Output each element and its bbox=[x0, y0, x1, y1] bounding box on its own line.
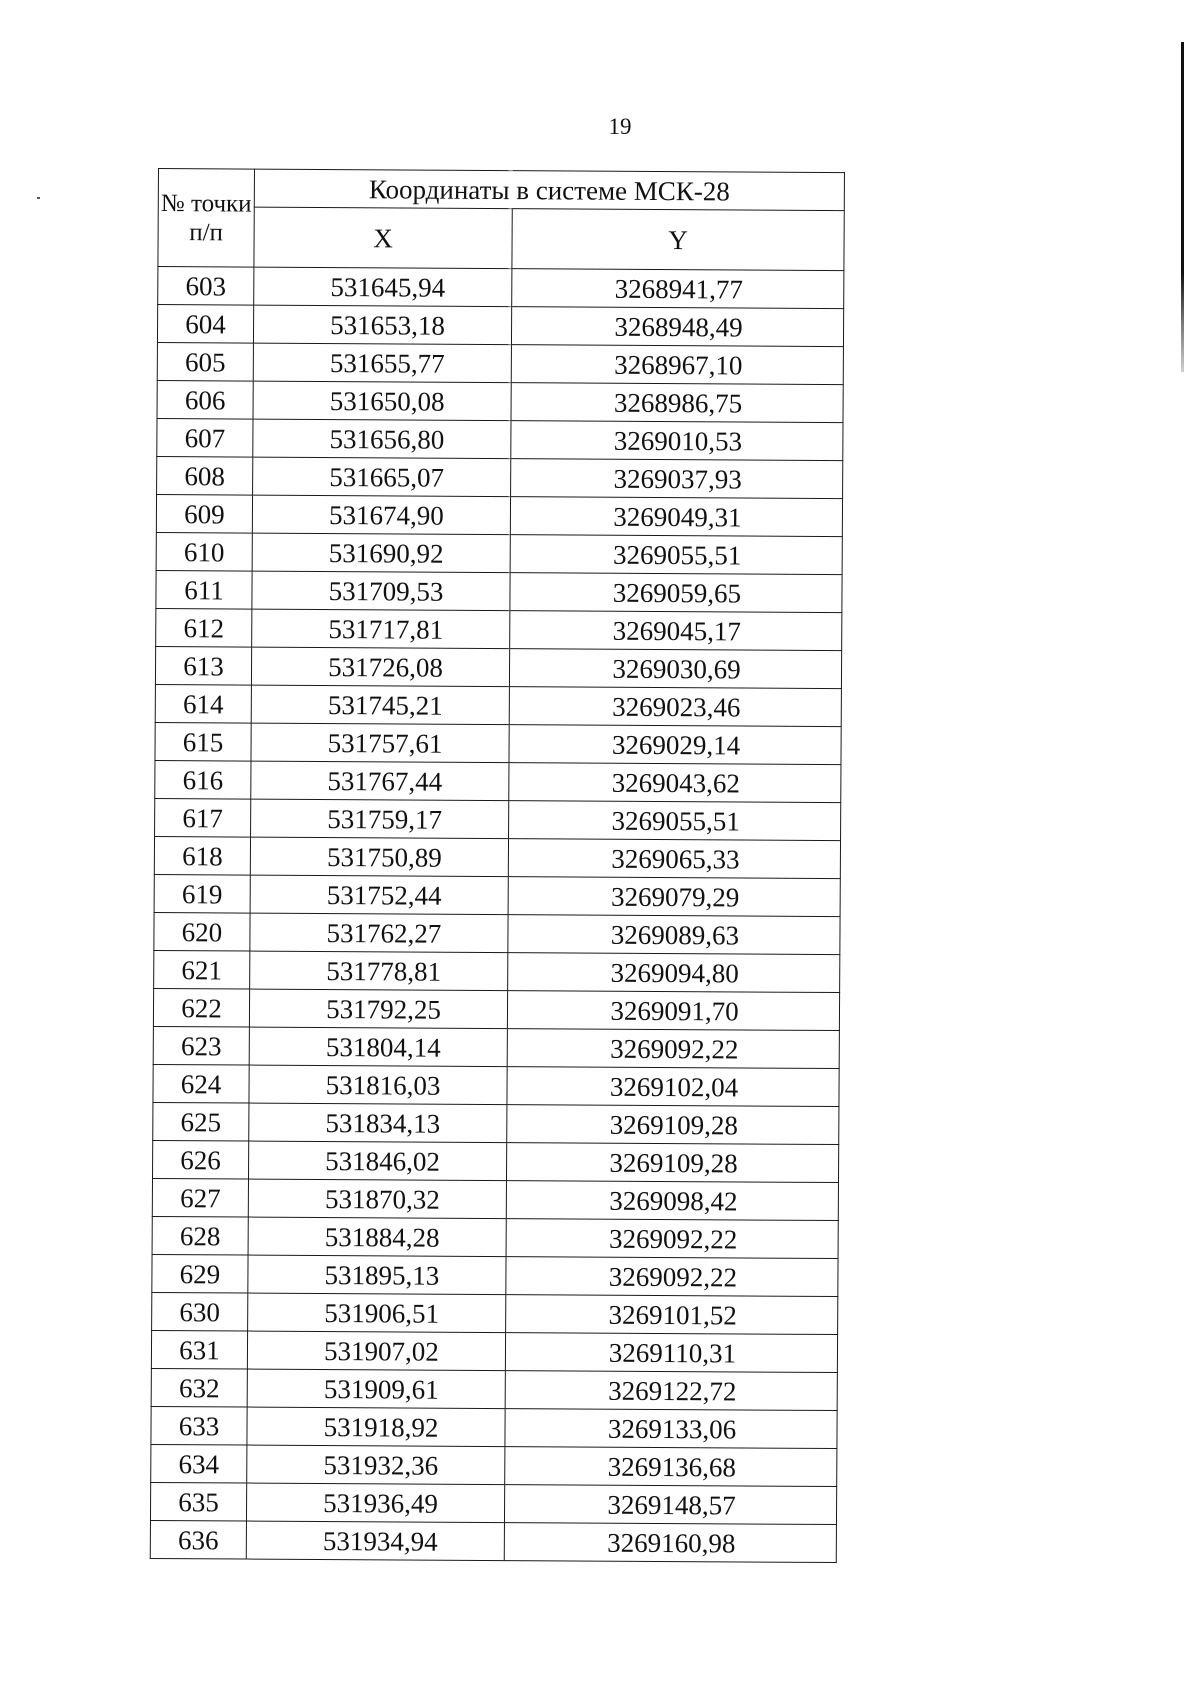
table-row bbox=[155, 722, 841, 764]
y-coordinate-cell: 3269059,65 bbox=[510, 573, 842, 613]
x-coordinate-cell: 531834,13 bbox=[249, 1103, 507, 1143]
y-coordinate-cell: 3269092,22 bbox=[506, 1257, 838, 1297]
header-row-1 bbox=[158, 169, 844, 211]
x-coordinate-cell: 531656,80 bbox=[253, 419, 511, 459]
header-row-2 bbox=[158, 207, 844, 271]
y-coordinate-cell: 3269030,69 bbox=[509, 649, 841, 689]
table-row bbox=[153, 1064, 839, 1106]
x-coordinate-cell: 531932,36 bbox=[247, 1445, 505, 1485]
x-coordinate-cell: 531762,27 bbox=[250, 913, 508, 953]
point-number-cell: 629 bbox=[152, 1254, 248, 1293]
x-coordinate-cell: 531665,07 bbox=[253, 457, 511, 497]
x-coordinate-cell: 531934,94 bbox=[246, 1521, 504, 1561]
table-body bbox=[150, 267, 844, 1563]
x-coordinate-cell: 531895,13 bbox=[248, 1255, 506, 1295]
table-row bbox=[153, 1140, 839, 1182]
x-coordinate-cell: 531906,51 bbox=[248, 1293, 506, 1333]
table-row bbox=[157, 380, 843, 422]
x-coordinate-cell: 531645,94 bbox=[254, 267, 512, 307]
table-row bbox=[155, 798, 841, 840]
y-coordinate-cell: 3269045,17 bbox=[510, 611, 842, 651]
table-row bbox=[157, 305, 843, 347]
point-number-cell: 621 bbox=[154, 950, 250, 989]
x-coordinate-cell: 531846,02 bbox=[249, 1141, 507, 1181]
point-number-header: № точки п/п bbox=[158, 169, 255, 268]
table-row bbox=[151, 1406, 837, 1448]
table-row bbox=[157, 418, 843, 460]
point-number-cell: 618 bbox=[154, 836, 250, 875]
table-row bbox=[155, 684, 841, 726]
table-row bbox=[157, 342, 843, 384]
point-number-cell: 615 bbox=[155, 722, 251, 761]
point-number-cell: 636 bbox=[150, 1520, 246, 1559]
table-row bbox=[158, 267, 844, 309]
x-coordinate-cell: 531653,18 bbox=[253, 305, 511, 345]
x-coordinate-cell: 531650,08 bbox=[253, 381, 511, 421]
x-coordinate-cell: 531804,14 bbox=[249, 1027, 507, 1067]
y-coordinate-cell: 3269133,06 bbox=[505, 1409, 837, 1449]
y-coordinate-cell: 3269110,31 bbox=[505, 1333, 837, 1373]
y-coordinate-cell: 3269055,51 bbox=[510, 535, 842, 575]
table-row bbox=[150, 1520, 836, 1562]
y-coordinate-cell: 3268941,77 bbox=[512, 269, 844, 309]
point-number-cell: 607 bbox=[157, 418, 253, 457]
x-coordinate-cell: 531750,89 bbox=[250, 837, 508, 877]
y-coordinate-cell: 3268986,75 bbox=[511, 383, 843, 423]
point-number-cell: 613 bbox=[155, 646, 251, 685]
point-number-cell: 634 bbox=[151, 1444, 247, 1483]
point-number-cell: 625 bbox=[153, 1102, 249, 1141]
table-row bbox=[154, 950, 840, 992]
table-header bbox=[158, 169, 845, 271]
y-coordinate-cell: 3268948,49 bbox=[511, 307, 843, 347]
table-row bbox=[156, 532, 842, 574]
y-coordinate-cell: 3269023,46 bbox=[509, 687, 841, 727]
y-coordinate-cell: 3269037,93 bbox=[511, 459, 843, 499]
point-number-cell: 624 bbox=[153, 1064, 249, 1103]
point-number-cell: 633 bbox=[151, 1406, 247, 1445]
x-coordinate-cell: 531717,81 bbox=[252, 609, 510, 649]
x-coordinate-cell: 531767,44 bbox=[251, 761, 509, 801]
y-coordinate-cell: 3269148,57 bbox=[504, 1485, 836, 1525]
point-number-cell: 609 bbox=[156, 494, 252, 533]
table-row bbox=[152, 1292, 838, 1334]
table-row bbox=[153, 1102, 839, 1144]
coordinates-group-header: Координаты в системе МСК-28 bbox=[254, 169, 844, 211]
y-coordinate-cell: 3269101,52 bbox=[506, 1295, 838, 1335]
x-column-header: X bbox=[254, 207, 512, 269]
point-number-cell: 611 bbox=[156, 570, 252, 609]
x-coordinate-cell: 531726,08 bbox=[251, 647, 509, 687]
y-coordinate-cell: 3269092,22 bbox=[507, 1029, 839, 1069]
table-row bbox=[153, 988, 839, 1030]
y-coordinate-cell: 3269109,28 bbox=[507, 1105, 839, 1145]
table-row bbox=[156, 494, 842, 536]
point-number-cell: 616 bbox=[155, 760, 251, 799]
point-number-cell: 626 bbox=[153, 1140, 249, 1179]
x-coordinate-cell: 531759,17 bbox=[251, 799, 509, 839]
x-coordinate-cell: 531936,49 bbox=[246, 1483, 504, 1523]
point-number-cell: 605 bbox=[157, 342, 253, 381]
scan-edge-line bbox=[1181, 42, 1184, 372]
y-coordinate-cell: 3269094,80 bbox=[508, 953, 840, 993]
table-row bbox=[151, 1368, 837, 1410]
x-coordinate-cell: 531690,92 bbox=[252, 533, 510, 573]
y-coordinate-cell: 3268967,10 bbox=[511, 345, 843, 385]
y-coordinate-cell: 3269136,68 bbox=[505, 1447, 837, 1487]
point-number-cell: 630 bbox=[152, 1292, 248, 1331]
y-coordinate-cell: 3269043,62 bbox=[509, 763, 841, 803]
point-number-cell: 620 bbox=[154, 912, 250, 951]
y-column-header: Y bbox=[512, 209, 844, 271]
table-row bbox=[157, 456, 843, 498]
y-coordinate-cell: 3269160,98 bbox=[504, 1523, 836, 1563]
table-row bbox=[152, 1216, 838, 1258]
y-coordinate-cell: 3269055,51 bbox=[509, 801, 841, 841]
table-row bbox=[154, 836, 840, 878]
point-number-cell: 608 bbox=[157, 456, 253, 495]
table-row bbox=[151, 1444, 837, 1486]
x-coordinate-cell: 531655,77 bbox=[253, 343, 511, 383]
y-coordinate-cell: 3269098,42 bbox=[506, 1181, 838, 1221]
y-coordinate-cell: 3269010,53 bbox=[511, 421, 843, 461]
point-number-cell: 631 bbox=[151, 1330, 247, 1369]
table-row bbox=[154, 874, 840, 916]
y-coordinate-cell: 3269079,29 bbox=[508, 877, 840, 917]
table-row bbox=[155, 646, 841, 688]
x-coordinate-cell: 531709,53 bbox=[252, 571, 510, 611]
point-number-cell: 623 bbox=[153, 1026, 249, 1065]
x-coordinate-cell: 531870,32 bbox=[248, 1179, 506, 1219]
table-row bbox=[152, 1254, 838, 1296]
y-coordinate-cell: 3269065,33 bbox=[508, 839, 840, 879]
table-row bbox=[156, 570, 842, 612]
point-number-cell: 619 bbox=[154, 874, 250, 913]
x-coordinate-cell: 531778,81 bbox=[250, 951, 508, 991]
page-number: 19 bbox=[608, 114, 632, 139]
x-coordinate-cell: 531752,44 bbox=[250, 875, 508, 915]
point-number-cell: 610 bbox=[156, 532, 252, 571]
scan-speck bbox=[37, 197, 40, 199]
point-number-cell: 635 bbox=[150, 1482, 246, 1521]
table-row bbox=[152, 1178, 838, 1220]
point-number-cell: 603 bbox=[158, 267, 254, 306]
table-row bbox=[156, 608, 842, 650]
table-row bbox=[155, 760, 841, 802]
coordinates-table bbox=[150, 168, 845, 1563]
table-row bbox=[150, 1482, 836, 1524]
point-number-cell: 617 bbox=[155, 798, 251, 837]
table-row bbox=[153, 1026, 839, 1068]
point-number-cell: 604 bbox=[157, 305, 253, 344]
point-number-cell: 632 bbox=[151, 1368, 247, 1407]
x-coordinate-cell: 531907,02 bbox=[247, 1331, 505, 1371]
x-coordinate-cell: 531745,21 bbox=[251, 685, 509, 725]
table-row bbox=[151, 1330, 837, 1372]
y-coordinate-cell: 3269109,28 bbox=[506, 1143, 838, 1183]
y-coordinate-cell: 3269092,22 bbox=[506, 1219, 838, 1259]
coordinates-table-container bbox=[150, 168, 844, 1563]
y-coordinate-cell: 3269089,63 bbox=[508, 915, 840, 955]
x-coordinate-cell: 531909,61 bbox=[247, 1369, 505, 1409]
point-number-cell: 622 bbox=[153, 988, 249, 1027]
x-coordinate-cell: 531816,03 bbox=[249, 1065, 507, 1105]
y-coordinate-cell: 3269102,04 bbox=[507, 1067, 839, 1107]
point-number-cell: 606 bbox=[157, 380, 253, 419]
x-coordinate-cell: 531884,28 bbox=[248, 1217, 506, 1257]
point-number-cell: 628 bbox=[152, 1216, 248, 1255]
point-number-cell: 614 bbox=[155, 684, 251, 723]
x-coordinate-cell: 531918,92 bbox=[247, 1407, 505, 1447]
y-coordinate-cell: 3269029,14 bbox=[509, 725, 841, 765]
table-row bbox=[154, 912, 840, 954]
y-coordinate-cell: 3269049,31 bbox=[510, 497, 842, 537]
point-number-cell: 612 bbox=[156, 608, 252, 647]
x-coordinate-cell: 531792,25 bbox=[249, 989, 507, 1029]
point-number-cell: 627 bbox=[152, 1178, 248, 1217]
x-coordinate-cell: 531674,90 bbox=[252, 495, 510, 535]
x-coordinate-cell: 531757,61 bbox=[251, 723, 509, 763]
y-coordinate-cell: 3269091,70 bbox=[507, 991, 839, 1031]
y-coordinate-cell: 3269122,72 bbox=[505, 1371, 837, 1411]
